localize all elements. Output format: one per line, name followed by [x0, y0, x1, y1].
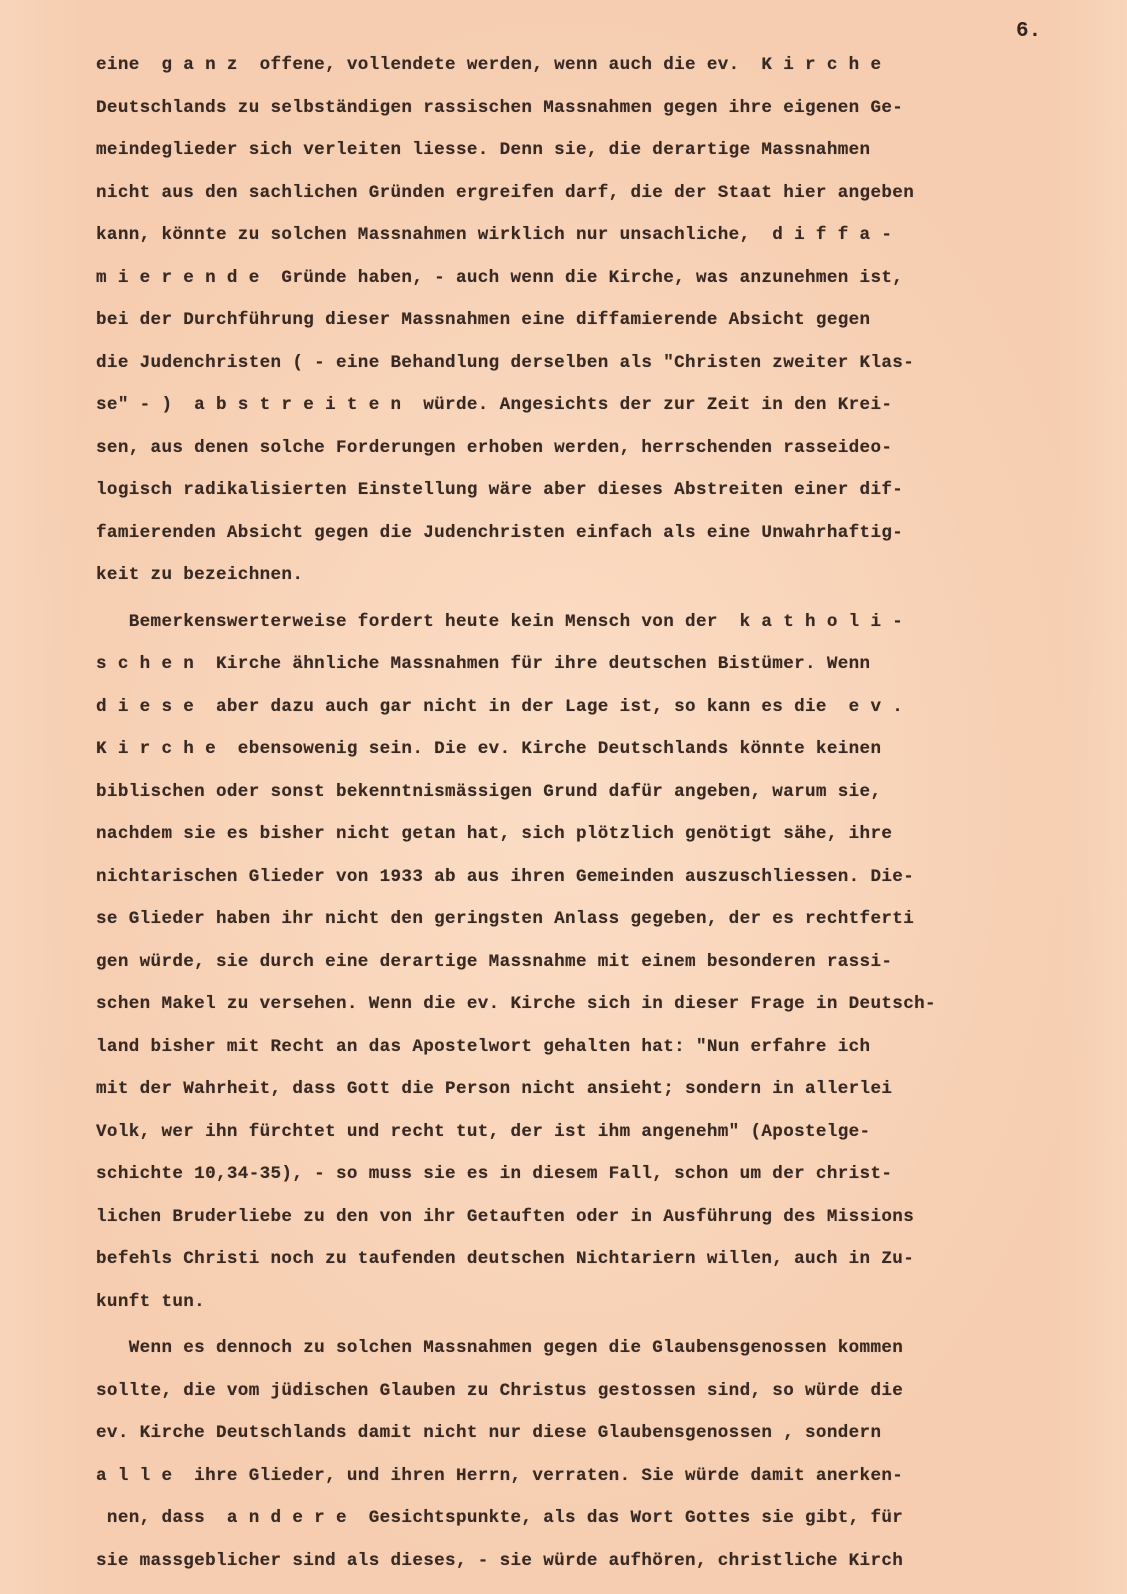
text-line: kunft tun.	[96, 1291, 206, 1312]
text-line: logisch radikalisierten Einstellung wäre aber dieses Abstreiten einer dif-	[96, 480, 904, 500]
text-line: ev. Kirche Deutschlands damit nicht nur diese Glaubensgenossen , sondern	[96, 1423, 882, 1443]
text-line: bei der Durchführung dieser Massnahmen eine diffamierende Absicht gegen	[96, 310, 871, 330]
text-line: m i e r e n d e Gründe haben, - auch wenn die Kirche, was anzunehmen ist,	[96, 267, 904, 288]
text-line: kann, könnte zu solchen Massnahmen wirklich nur unsachliche, d i f f a -	[96, 225, 893, 245]
text-line: meindeglieder sich verleiten liesse. Denn sie, die derartige Massnahmen	[96, 140, 871, 160]
paragraph	[96, 601, 1056, 1324]
text-line: befehls Christi noch zu taufenden deutschen Nichtariern willen, auch in Zu-	[96, 1249, 915, 1269]
paragraph	[96, 44, 1056, 597]
text-line: sollte, die vom jüdischen Glauben zu Christus gestossen sind, so würde die	[96, 1380, 904, 1401]
page-number: 6.	[1016, 20, 1042, 43]
text-line: schen Makel zu versehen. Wenn die ev. Kirche sich in dieser Frage in Deutsch-	[96, 994, 936, 1014]
text-line: Deutschlands zu selbständigen rassischen Massnahmen gegen ihre eigenen Ge-	[96, 97, 904, 118]
text-line: Bemerkenswerterweise fordert heute kein Mensch von der k a t h o l i -	[96, 611, 904, 632]
text-line: sen, aus denen solche Forderungen erhoben werden, herrschenden rasseideo-	[96, 437, 893, 458]
left-margin-shade	[0, 0, 80, 1594]
text-line: eine g a n z offene, vollendete werden, wenn auch die ev. K i r c h e	[96, 55, 882, 75]
text-line: die Judenchristen ( - eine Behandlung derselben als "Christen zweiter Klas-	[96, 352, 915, 373]
text-line: d i e s e aber dazu auch gar nicht in der Lage ist, so kann es die e v .	[96, 696, 904, 717]
text-line: Volk, wer ihn fürchtet und recht tut, der ist ihm angenehm" (Apostelge-	[96, 1121, 871, 1142]
text-line: schichte 10,34-35), - so muss sie es in diesem Fall, schon um der christ-	[96, 1164, 893, 1184]
text-line: keit zu bezeichnen.	[96, 565, 304, 585]
text-line: sie massgeblicher sind als dieses, - sie würde aufhören, christliche Kirch	[96, 1550, 904, 1571]
text-line: a l l e ihre Glieder, und ihren Herrn, verraten. Sie würde damit anerken-	[96, 1465, 904, 1486]
text-line: s c h e n Kirche ähnliche Massnahmen für ihre deutschen Bistümer. Wenn	[96, 654, 871, 674]
paragraph	[96, 1327, 1056, 1582]
text-line: se Glieder haben ihr nicht den geringsten Anlass gegeben, der es rechtferti	[96, 909, 915, 929]
text-line: mit der Wahrheit, dass Gott die Person nicht ansieht; sondern in allerlei	[96, 1079, 893, 1099]
text-line: Wenn es dennoch zu solchen Massnahmen gegen die Glaubensgenossen kommen	[96, 1338, 904, 1358]
text-line: gen würde, sie durch eine derartige Massnahme mit einem besonderen rassi-	[96, 951, 893, 972]
right-margin-shade	[1057, 0, 1127, 1594]
text-line: nichtarischen Glieder von 1933 ab aus ihren Gemeinden auszuschliessen. Die-	[96, 866, 915, 887]
text-line: lichen Bruderliebe zu den von ihr Getauften oder in Ausführung des Missions	[96, 1206, 915, 1227]
text-line: se" - ) a b s t r e i t e n würde. Angesichts der zur Zeit in den Krei-	[96, 395, 893, 415]
text-line: land bisher mit Recht an das Apostelwort gehalten hat: "Nun erfahre ich	[96, 1036, 871, 1057]
text-line: nen, dass a n d e r e Gesichtspunkte, als das Wort Gottes sie gibt, für	[96, 1508, 904, 1528]
text-line: nachdem sie es bisher nicht getan hat, sich plötzlich genötigt sähe, ihre	[96, 824, 893, 844]
typewritten-body	[96, 44, 1056, 1582]
text-line: biblischen oder sonst bekenntnismässigen Grund dafür angeben, warum sie,	[96, 781, 882, 802]
text-line: K i r c h e ebensowenig sein. Die ev. Kirche Deutschlands könnte keinen	[96, 739, 882, 759]
text-line: nicht aus den sachlichen Gründen ergreifen darf, die der Staat hier angeben	[96, 182, 915, 203]
text-line: famierenden Absicht gegen die Judenchristen einfach als eine Unwahrhaftig-	[96, 522, 904, 543]
